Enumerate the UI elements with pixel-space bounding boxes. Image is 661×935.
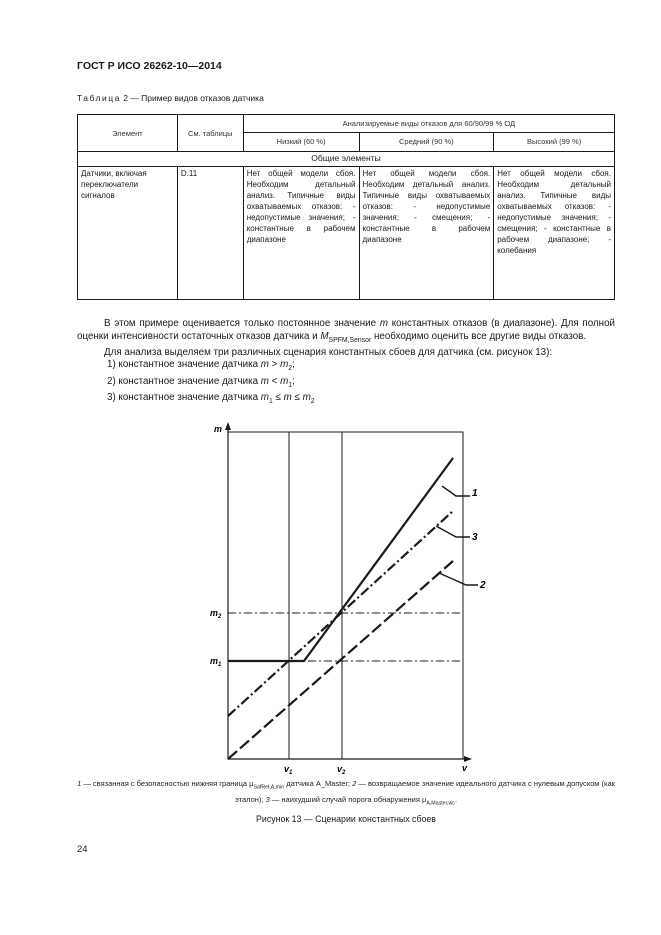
x-axis-label: v: [462, 763, 468, 773]
m1-tick-label: $m_1$: [210, 656, 222, 668]
leader-2: [439, 573, 478, 585]
y-axis-label: m: [214, 424, 223, 434]
curve-3-label: 3: [472, 532, 478, 543]
x-axis-arrow: [464, 756, 472, 762]
header-element: Элемент: [78, 115, 178, 152]
v1-tick-label: $v_1$: [284, 764, 293, 775]
body-text: [77, 318, 615, 409]
curve-1-safety-lower-bound: [228, 458, 453, 661]
page-number: 24: [77, 844, 88, 855]
list-item-3: 3) константное значение датчика $m_1 \le m \le m_2$: [107, 392, 315, 406]
header-high: Высокий (99 %): [494, 132, 615, 151]
cell-mid: Нет общей модели сбоя. Необходим детальный анализ. Типичные виды охватываемых отказов: - недопустимые значения; - смещения; - константные в рабочем диапазоне: [359, 167, 494, 300]
header-ref: См. таблицы: [177, 115, 243, 152]
cell-element: Датчики, включая переключатели сигналов: [78, 167, 178, 300]
table-row: [78, 167, 615, 300]
failure-modes-table: [77, 114, 615, 300]
list-item-1: 1) константное значение датчика $m > m_2$;: [107, 359, 295, 373]
curve-1-label: 1: [472, 488, 478, 499]
table-caption-text: 2 — Пример видов отказов датчика: [123, 93, 264, 103]
plot-frame: [228, 432, 463, 759]
list-item-2: 2) константное значение датчика $m < m_1$;: [107, 375, 295, 389]
figure-legend: 1 — связанная с безопасностью нижняя граница $\mu_{SafRel,A,min}$ датчика A_Master; 2 — возвращаемое значение идеального датчика с нулевым допуском (как эталон); 3 — наихудший случай порога обнаружения $\mu_{A,Master,wc}$.: [77, 779, 615, 806]
v2-tick-label: $v_2$: [337, 764, 346, 775]
figure-caption: Рисунок 13 — Сценарии константных сбоев: [256, 814, 436, 824]
m2-tick-label: $m_2$: [210, 608, 222, 620]
cell-low: Нет общей модели сбоя. Необходим детальный анализ. Типичные виды охватываемых отказов: - недопустимые значения; - константные в рабочем диапазоне: [243, 167, 359, 300]
y-axis-arrow: [225, 422, 231, 430]
paragraph-1: В этом примере оценивается только постоянное значение m константных отказов (в диапазоне). Для полной оценки интенсивности остаточных отказов датчика и $M_{SPFM,Sensor}$ необходимо оценить все другие виды отказов.: [77, 318, 616, 344]
table-caption: [77, 93, 264, 103]
header-group: Анализируемые виды отказов для 60/90/99 % ОД: [243, 115, 614, 133]
section-row: Общие элементы: [78, 152, 615, 167]
curve-2-label: 2: [480, 580, 486, 591]
figure-13-chart: [200, 420, 490, 775]
table-caption-label: Таблица: [77, 93, 121, 103]
standard-header: ГОСТ Р ИСО 26262-10—2014: [77, 60, 222, 72]
header-low: Низкий (60 %): [243, 132, 359, 151]
leader-3: [436, 526, 470, 537]
cell-ref: D.11: [177, 167, 243, 300]
leader-1: [442, 486, 470, 496]
header-mid: Средний (90 %): [359, 132, 494, 151]
paragraph-2: Для анализа выделяем три различных сценария константных сбоев для датчика (см. рисунок 13):: [104, 346, 553, 358]
cell-high: Нет общей модели сбоя. Необходим детальный анализ. Типичные виды охватываемых отказов: - недопустимые значения; - смещения; - константные в рабочем диапазоне; - колебания: [494, 167, 615, 300]
